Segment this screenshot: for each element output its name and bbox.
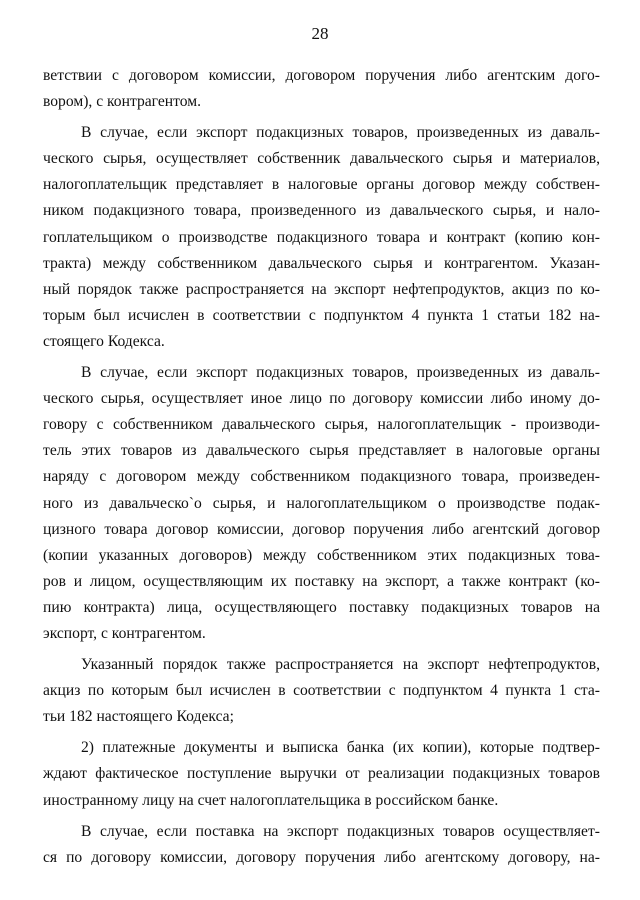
paragraph-line: ный порядок также распространяется на экспорт нефтепродуктов, акциз по ко-: [43, 280, 600, 298]
page-number: 28: [311, 24, 329, 43]
paragraph-line: стоящего Кодекса.: [43, 332, 165, 350]
paragraph-4: [43, 652, 600, 730]
paragraph-line: экспорт, с контрагентом.: [43, 624, 206, 642]
paragraph-line: налогоплательщик представляет в налоговые органы договор между собствен-: [43, 176, 600, 194]
paragraph-line: ческого сырья, осуществляет собственник давальческого сырья и материалов,: [43, 150, 600, 168]
paragraph-line: 2) платежные документы и выписка банка (их копии), которые подтвер-: [81, 739, 600, 757]
paragraph-line: гоплательщиком о производстве подакцизного товара и контракт (копию кон-: [43, 228, 600, 246]
paragraph-line: В случае, если экспорт подакцизных товаров, произведенных из даваль-: [81, 364, 600, 382]
paragraph-line: тракта) между собственником давальческого сырья и контрагентом. Указан-: [43, 254, 600, 272]
paragraph-line: ником подакцизного товара, произведенного из давальческого сырья, и нало-: [43, 202, 600, 220]
paragraph-line: говору с собственником давальческого сырья, налогоплательщик - производи-: [43, 416, 600, 434]
paragraph-5: [43, 735, 600, 813]
paragraph-line: тель этих товаров из давальческого сырья представляет в налоговые органы: [43, 442, 600, 460]
paragraph-line: цизного товара договор комиссии, договор поручения либо агентский договор: [43, 520, 600, 538]
paragraph-1: [43, 63, 600, 115]
paragraph-line: В случае, если экспорт подакцизных товаров, произведенных из даваль-: [81, 124, 600, 142]
paragraph-line: тьи 182 настоящего Кодекса;: [43, 708, 234, 726]
paragraph-2: [43, 120, 600, 355]
paragraph-line: иностранному лицу на счет налогоплательщика в российском банке.: [43, 791, 499, 809]
document-body: [43, 63, 600, 876]
paragraph-line: акциз по которым был исчислен в соответствии с подпунктом 4 пункта 1 ста-: [43, 682, 600, 700]
paragraph-line: ческого сырья, осуществляет иное лицо по договору комиссии либо иному до-: [43, 390, 600, 408]
paragraph-line: ся по договору комиссии, договору поручения либо агентскому договору, на-: [43, 848, 600, 866]
paragraph-line: пию контракта) лица, осуществляющего поставку подакцизных товаров на: [43, 598, 600, 616]
paragraph-line: вором), с контрагентом.: [43, 93, 202, 111]
paragraph-line: торым был исчислен в соответствии с подпунктом 4 пункта 1 статьи 182 на-: [43, 306, 600, 324]
paragraph-line: ждают фактическое поступление выручки от реализации подакцизных товаров: [43, 765, 600, 783]
paragraph-line: ного из давальческо`о сырья, и налогоплательщиком о производстве подак-: [43, 494, 600, 512]
paragraph-3: [43, 360, 600, 647]
paragraph-line: В случае, если поставка на экспорт подакцизных товаров осуществляет-: [81, 822, 600, 840]
paragraph-line: (копии указанных договоров) между собственником этих подакцизных това-: [43, 546, 600, 564]
paragraph-line: ветствии с договором комиссии, договором поручения либо агентским дого-: [43, 67, 600, 84]
paragraph-line: наряду с договором между собственником подакцизного товара, произведен-: [43, 468, 600, 486]
paragraph-line: ров и лицом, осуществляющим их поставку на экспорт, а также контракт (ко-: [43, 572, 600, 590]
paragraph-6: [43, 819, 600, 871]
paragraph-line: Указанный порядок также распространяется на экспорт нефтепродуктов,: [81, 656, 600, 674]
